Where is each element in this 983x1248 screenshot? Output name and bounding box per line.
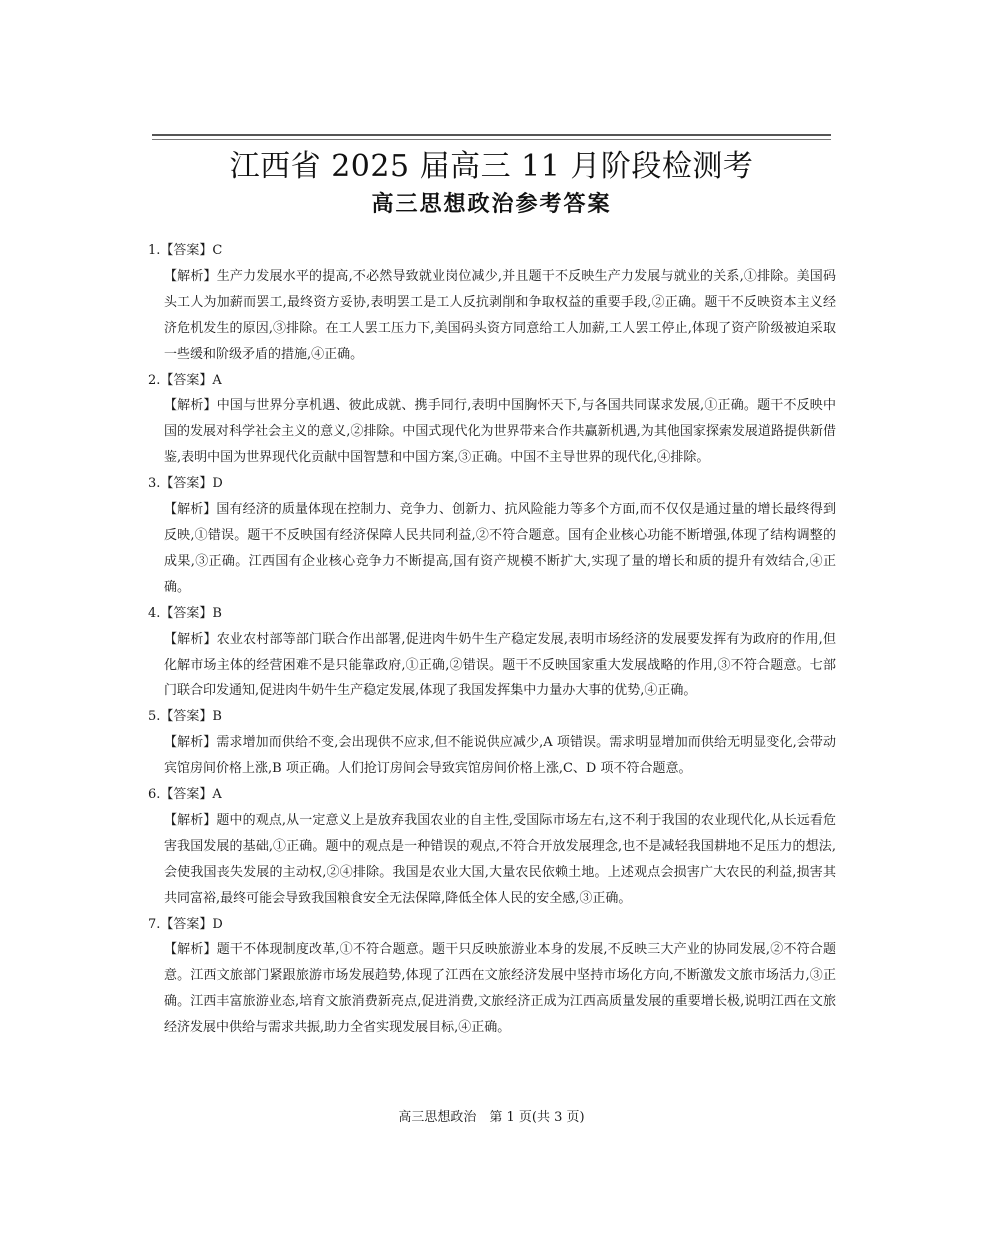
question-explanation: 【解析】农业农村部等部门联合作出部署,促进肉牛奶牛生产稳定发展,表明市场经济的发展要发挥有为政府的作用,但化解市场主体的经营困难不是只能靠政府,①正确,②错误。题干不反映国家重大发展战略的作用,③不符合题意。七部门联合印发通知,促进肉牛奶牛生产稳定发展,体现了我国发挥集中力量办大事的优势,④正确。 xyxy=(164,631,836,699)
question-answer: 2.【答案】A xyxy=(148,372,222,388)
question-answer: 5.【答案】B xyxy=(148,709,222,725)
question-item-3 xyxy=(148,471,836,601)
question-explanation: 【解析】题干不体现制度改革,①不符合题意。题干只反映旅游业本身的发展,不反映三大产业的协同发展,②不符合题意。江西文旅部门紧跟旅游市场发展趋势,体现了江西在文旅经济发展中坚持市场化方向,不断激发文旅市场活力,③正确。江西丰富旅游业态,培育文旅消费新亮点,促进消费,文旅经济正成为江西高质量发展的重要增长极,说明江西在文旅经济发展中供给与需求共振,助力全省实现发展目标,④正确。 xyxy=(164,942,836,1036)
question-item-7 xyxy=(148,912,836,1042)
question-explanation: 【解析】需求增加而供给不变,会出现供不应求,但不能说供应减少,A 项错误。需求明显增加而供给无明显变化,会带动宾馆房间价格上涨,B 项正确。人们抢订房间会导致宾馆房间价格上涨,C、D 项不符合题意。 xyxy=(164,735,836,777)
question-item-6 xyxy=(148,782,836,912)
question-explanation: 【解析】生产力发展水平的提高,不必然导致就业岗位减少,并且题干不反映生产力发展与就业的关系,①排除。美国码头工人为加薪而罢工,最终资方妥协,表明罢工是工人反抗剥削和争取权益的重要手段,②正确。题干不反映资本主义经济危机发生的原因,③排除。在工人罢工压力下,美国码头资方同意给工人加薪,工人罢工停止,体现了资产阶级被迫采取一些缓和阶级矛盾的措施,④正确。 xyxy=(164,268,836,362)
question-answer: 6.【答案】A xyxy=(148,787,222,803)
page-subtitle: 高三思想政治参考答案 xyxy=(371,192,612,217)
question-answer: 7.【答案】D xyxy=(148,916,223,932)
question-explanation: 【解析】题中的观点,从一定意义上是放弃我国农业的自主性,受国际市场左右,这不利于我国的农业现代化,从长远看危害我国发展的基础,①正确。题中的观点是一种错误的观点,不符合开放发展理念,也不是减轻我国耕地不足压力的想法,会使我国丧失发展的主动权,②④排除。我国是农业大国,大量农民依赖土地。上述观点会损害广大农民的利益,损害其共同富裕,最终可能会导致我国粮食安全无法保障,降低全体人民的安全感,③正确。 xyxy=(164,812,836,906)
question-explanation: 【解析】中国与世界分享机遇、彼此成就、携手同行,表明中国胸怀天下,与各国共同谋求发展,①正确。题干不反映中国的发展对科学社会主义的意义,②排除。中国式现代化为世界带来合作共赢新机遇,为其他国家探索发展道路提供新借鉴,表明中国为世界现代化贡献中国智慧和中国方案,③正确。中国不主导世界的现代化,④排除。 xyxy=(164,398,836,466)
page-footer: 高三思想政治 第 1 页(共 3 页) xyxy=(398,1110,585,1125)
page-title: 江西省 2025 届高三 11 月阶段检测考 xyxy=(229,149,754,184)
question-answer: 1.【答案】C xyxy=(148,243,223,258)
question-item-2 xyxy=(148,368,836,472)
question-explanation: 【解析】国有经济的质量体现在控制力、竞争力、创新力、抗风险能力等多个方面,而不仅仅是通过量的增长最终得到反映,①错误。题干不反映国有经济保障人民共同利益,②不符合题意。国有企业核心功能不断增强,体现了结构调整的成果,③正确。江西国有企业核心竞争力不断提高,国有资产规模不断扩大,实现了量的增长和质的提升有效结合,④正确。 xyxy=(164,502,836,595)
question-answer: 4.【答案】B xyxy=(148,605,222,621)
header-rule-thin xyxy=(152,139,831,140)
header-rule-thick xyxy=(152,134,831,136)
question-item-1 xyxy=(148,238,836,368)
question-answer: 3.【答案】D xyxy=(148,476,223,492)
question-item-4 xyxy=(148,601,836,705)
answer-list xyxy=(148,238,836,1041)
question-item-5 xyxy=(148,704,836,782)
